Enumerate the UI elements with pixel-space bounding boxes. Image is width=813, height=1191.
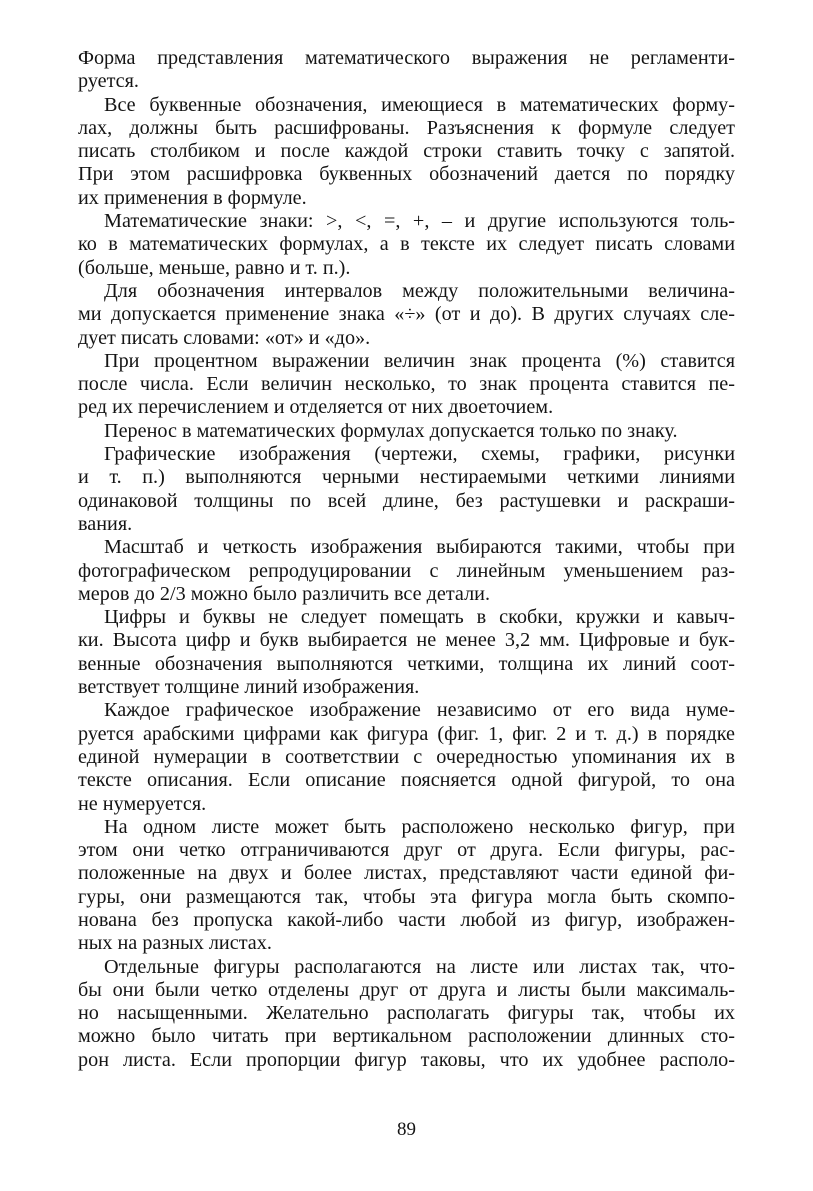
- paragraph-line: При этом расшифровка буквенных обозначений дается по порядку: [78, 163, 735, 186]
- paragraph-line: и т. п.) выполняются черными нестираемыми четкими линиями: [78, 466, 735, 489]
- paragraph-line: Перенос в математических формулах допускается только по знаку.: [104, 419, 678, 442]
- paragraph-line: Масштаб и четкость изображения выбираются такими, чтобы при: [104, 536, 735, 559]
- paragraph-line: дует писать словами: «от» и «до».: [78, 326, 371, 349]
- page-number: 89: [397, 1119, 416, 1140]
- paragraph-line: ки. Высота цифр и букв выбирается не менее 3,2 мм. Цифровые и бук-: [78, 629, 735, 652]
- paragraph-line: (больше, меньше, равно и т. п.).: [78, 256, 351, 279]
- paragraph-line: одинаковой толщины по всей длине, без растушевки и раскраши-: [78, 489, 735, 512]
- paragraph-line: При процентном выражении величин знак процента (%) ставится: [104, 349, 735, 372]
- body-text: [78, 47, 735, 1072]
- paragraph-line: Математические знаки: >, <, =, +, – и другие используются толь-: [104, 210, 735, 233]
- paragraph-line: положенные на двух и более листах, представляют части единой фи-: [78, 862, 735, 885]
- paragraph-line: Отдельные фигуры располагаются на листе или листах так, что-: [104, 955, 735, 978]
- paragraph-line: На одном листе может быть расположено несколько фигур, при: [104, 815, 735, 838]
- paragraph-line: Каждое графическое изображение независимо от его вида нуме-: [104, 699, 735, 722]
- paragraph-line: их применения в формуле.: [78, 186, 307, 209]
- paragraph-line: тексте описания. Если описание поясняется одной фигурой, то она: [78, 769, 735, 792]
- paragraph-line: единой нумерации в соответствии с очередностью упоминания их в: [78, 745, 735, 768]
- paragraph-line: ко в математических формулах, а в тексте их следует писать словами: [78, 233, 735, 256]
- paragraph-line: руется.: [78, 70, 139, 93]
- paragraph-line: фотографическом репродуцировании с линейным уменьшением раз-: [78, 559, 735, 582]
- paragraph-line: гуры, они размещаются так, чтобы эта фигура могла быть скомпо-: [78, 885, 735, 908]
- paragraph-line: можно было читать при вертикальном расположении длинных сто-: [78, 1025, 735, 1048]
- paragraph-line: венные обозначения выполняются четкими, толщина их линий соот-: [78, 652, 735, 675]
- paragraph-line: не нумеруется.: [78, 792, 207, 815]
- paragraph-line: ветствует толщине линий изображения.: [78, 676, 420, 699]
- paragraph-line: рон листа. Если пропорции фигур таковы, что их удобнее располо-: [78, 1048, 735, 1071]
- paragraph-line: ред их перечислением и отделяется от них двоеточием.: [78, 396, 554, 419]
- paragraph-line: вания.: [78, 512, 133, 535]
- paragraph-line: лах, должны быть расшифрованы. Разъяснения к формуле следует: [78, 116, 735, 139]
- paragraph-line: руется арабскими цифрами как фигура (фиг. 1, фиг. 2 и т. д.) в порядке: [78, 722, 735, 745]
- paragraph-line: но насыщенными. Желательно располагать фигуры так, чтобы их: [78, 1002, 735, 1025]
- paragraph-line: Цифры и буквы не следует помещать в скобки, кружки и кавыч-: [104, 606, 735, 629]
- paragraph-line: бы они были четко отделены друг от друга и листы были максималь-: [78, 978, 735, 1001]
- paragraph-line: Все буквенные обозначения, имеющиеся в математических форму-: [104, 93, 735, 116]
- paragraph-line: писать столбиком и после каждой строки ставить точку с запятой.: [78, 140, 735, 163]
- paragraph-line: Форма представления математического выражения не регламенти-: [78, 47, 735, 69]
- paragraph-line: Для обозначения интервалов между положительными величина-: [104, 279, 735, 302]
- paragraph-line: Графические изображения (чертежи, схемы, графики, рисунки: [104, 443, 735, 466]
- paragraph-line: после числа. Если величин несколько, то знак процента ставится пе-: [78, 373, 735, 396]
- paragraph-line: ных на разных листах.: [78, 932, 272, 955]
- paragraph-line: ми допускается применение знака «÷» (от и до). В других случаях сле-: [78, 303, 735, 326]
- paragraph-line: меров до 2/3 можно было различить все детали.: [78, 582, 490, 605]
- paragraph-line: этом они четко отграничиваются друг от друга. Если фигуры, рас-: [78, 839, 735, 862]
- paragraph-line: нована без пропуска какой-либо части любой из фигур, изображен-: [78, 908, 735, 931]
